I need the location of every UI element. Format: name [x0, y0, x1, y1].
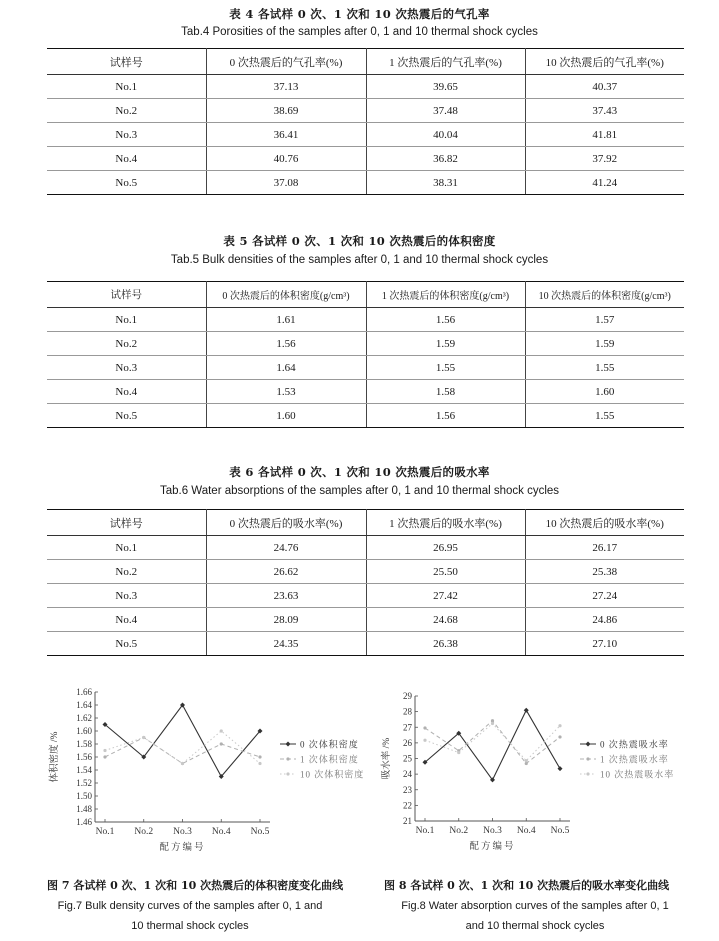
table-cell: 1.53	[206, 380, 366, 404]
table-row	[47, 608, 684, 632]
table-row	[47, 584, 684, 608]
header-cell: 1 次热震后的气孔率(%)	[366, 49, 525, 75]
table-row	[47, 356, 684, 380]
table-cell: 28.09	[206, 608, 366, 632]
legend-marker	[286, 742, 291, 747]
table-cell: 36.82	[366, 147, 525, 171]
table-4-caption-en: Tab.4 Porosities of the samples after 0, 1 and 10 thermal shock cycles	[181, 26, 538, 38]
legend-marker	[586, 742, 591, 747]
y-tick-label: 1.56	[76, 752, 92, 762]
table-cell: 23.63	[206, 584, 366, 608]
table-cell: 37.48	[366, 99, 525, 123]
y-tick-label: 1.64	[76, 700, 92, 710]
table-cell: 27.42	[366, 584, 525, 608]
table-cell: No.4	[47, 380, 206, 404]
header-cell: 0 次热震后的体积密度(g/cm³)	[206, 282, 366, 308]
table-cell: 26.62	[206, 560, 366, 584]
header-cell: 0 次热震后的气孔率(%)	[206, 49, 366, 75]
data-point	[181, 762, 184, 765]
table-cell: 1.56	[366, 404, 525, 428]
table-cell: 26.95	[366, 536, 525, 560]
water-absorption-chart	[370, 680, 710, 865]
table-row	[47, 332, 684, 356]
data-point	[423, 726, 426, 729]
table-row	[47, 404, 684, 428]
series-line-1	[105, 705, 260, 777]
table-header-row	[47, 49, 684, 75]
figure-8-caption-zh: 图 8 各试样 0 次、1 次和 10 次热震后的吸水率变化曲线	[384, 879, 670, 892]
x-tick-label: No.2	[134, 827, 154, 837]
table-cell: 40.76	[206, 147, 366, 171]
legend-label: 1 次体积密度	[300, 754, 359, 765]
y-tick-label: 21	[403, 816, 412, 826]
x-tick-label: No.3	[483, 826, 502, 836]
table-cell: No.5	[47, 404, 206, 428]
table-row	[47, 99, 684, 123]
data-point	[558, 766, 563, 771]
table-cell: 27.24	[525, 584, 684, 608]
table-cell: No.2	[47, 560, 206, 584]
legend-label: 0 次体积密度	[300, 739, 359, 750]
table-porosity	[47, 48, 684, 195]
legend-marker	[586, 772, 589, 775]
figure-8-caption-en-line-1: Fig.8 Water absorption curves of the samples after 0, 1	[401, 900, 669, 912]
table-cell: No.4	[47, 608, 206, 632]
header-cell: 10 次热震后的气孔率(%)	[525, 49, 684, 75]
legend-marker	[286, 772, 289, 775]
table-cell: No.1	[47, 75, 206, 99]
legend-label: 10 次热震吸水率	[600, 769, 675, 780]
data-point	[525, 762, 528, 765]
data-point	[525, 759, 528, 762]
figure-8-caption-en-line-2: and 10 thermal shock cycles	[465, 920, 605, 932]
table-cell: 1.56	[206, 332, 366, 356]
table-row	[47, 560, 684, 584]
legend-label: 10 次体积密度	[300, 769, 365, 780]
table-cell: 1.56	[366, 308, 525, 332]
table-cell: 40.37	[525, 75, 684, 99]
header-cell: 10 次热震后的体积密度(g/cm³)	[525, 282, 684, 308]
table-row	[47, 171, 684, 195]
table-cell: No.3	[47, 584, 206, 608]
data-point	[142, 736, 145, 739]
table-cell: 37.13	[206, 75, 366, 99]
table-cell: 38.31	[366, 171, 525, 195]
table-cell: 1.61	[206, 308, 366, 332]
table-water-absorption	[47, 509, 684, 656]
x-tick-label: No.4	[516, 826, 536, 836]
table-cell: 24.76	[206, 536, 366, 560]
y-tick-label: 1.50	[76, 791, 92, 801]
y-tick-label: 23	[403, 784, 412, 795]
table-cell: 36.41	[206, 123, 366, 147]
series-line-2	[425, 721, 560, 764]
table-cell: 26.38	[366, 632, 525, 656]
table-cell: No.4	[47, 147, 206, 171]
y-tick-label: 1.58	[76, 739, 92, 749]
table-cell: 1.55	[525, 404, 684, 428]
header-cell: 1 次热震后的吸水率(%)	[366, 510, 525, 536]
x-axis-label: 配方编号	[159, 843, 206, 853]
table-cell: No.5	[47, 632, 206, 656]
data-point	[524, 708, 529, 713]
table-cell: 26.17	[525, 536, 684, 560]
y-tick-label: 1.52	[76, 778, 92, 788]
table-cell: 37.92	[525, 147, 684, 171]
legend-label: 1 次热震吸水率	[600, 754, 669, 765]
y-tick-label: 28	[403, 706, 412, 717]
table-cell: No.3	[47, 123, 206, 147]
table-cell: 24.35	[206, 632, 366, 656]
y-tick-label: 26	[403, 737, 412, 748]
header-cell: 试样号	[47, 49, 206, 75]
bulk-density-chart	[30, 680, 370, 865]
table-cell: 37.43	[525, 99, 684, 123]
x-tick-label: No.5	[250, 827, 270, 837]
legend-marker	[286, 757, 289, 760]
x-tick-label: No.2	[449, 826, 469, 836]
table-row	[47, 123, 684, 147]
figure-7-caption-en-line-1: Fig.7 Bulk density curves of the samples after 0, 1 and	[57, 900, 323, 912]
table-row	[47, 536, 684, 560]
table-cell: 1.59	[525, 332, 684, 356]
table-header-row	[47, 282, 684, 308]
y-tick-label: 1.66	[76, 687, 92, 697]
data-point	[103, 755, 106, 758]
table-cell: 25.50	[366, 560, 525, 584]
x-tick-label: No.5	[550, 826, 570, 836]
y-tick-label: 1.48	[76, 804, 92, 814]
table-cell: No.3	[47, 356, 206, 380]
table-row	[47, 380, 684, 404]
table-cell: 1.60	[206, 404, 366, 428]
table-cell: No.1	[47, 536, 206, 560]
y-tick-label: 24	[403, 769, 412, 780]
table-cell: 27.10	[525, 632, 684, 656]
y-tick-label: 1.62	[76, 713, 92, 723]
table-bulk-density	[47, 281, 684, 428]
y-tick-label: 1.46	[76, 817, 92, 827]
table-cell: 38.69	[206, 99, 366, 123]
x-tick-label: No.1	[415, 826, 435, 836]
y-tick-label: 27	[403, 722, 412, 733]
series-line-2	[105, 738, 260, 764]
table-5-caption-zh: 表 5 各试样 0 次、1 次和 10 次热震后的体积密度	[223, 234, 496, 248]
table-row	[47, 632, 684, 656]
y-axis-label: 体积密度 /%	[50, 731, 60, 783]
y-tick-label: 29	[403, 691, 412, 701]
data-point	[258, 755, 261, 758]
data-point	[103, 749, 106, 752]
table-cell: 40.04	[366, 123, 525, 147]
figure-7-caption-zh: 图 7 各试样 0 次、1 次和 10 次热震后的体积密度变化曲线	[47, 879, 344, 892]
figure-7-caption-en	[20, 896, 360, 936]
table-cell: 1.60	[525, 380, 684, 404]
table-row	[47, 308, 684, 332]
table-cell: 1.64	[206, 356, 366, 380]
table-cell: No.2	[47, 99, 206, 123]
header-cell: 0 次热震后的吸水率(%)	[206, 510, 366, 536]
table-4-caption-zh: 表 4 各试样 0 次、1 次和 10 次热震后的气孔率	[229, 7, 490, 21]
table-cell: 37.08	[206, 171, 366, 195]
header-cell: 试样号	[47, 282, 206, 308]
legend-marker	[586, 757, 589, 760]
y-tick-label: 1.54	[76, 765, 92, 775]
header-cell: 试样号	[47, 510, 206, 536]
figure-7-caption-en-line-2: 10 thermal shock cycles	[131, 920, 249, 932]
table-cell: 24.86	[525, 608, 684, 632]
y-tick-label: 25	[403, 753, 412, 764]
table-row	[47, 75, 684, 99]
x-tick-label: No.1	[95, 827, 115, 837]
data-point	[558, 724, 561, 727]
data-point	[423, 739, 426, 742]
table-cell: 1.55	[525, 356, 684, 380]
x-tick-label: No.3	[173, 827, 192, 837]
table-cell: 1.58	[366, 380, 525, 404]
table-cell: No.2	[47, 332, 206, 356]
table-row	[47, 147, 684, 171]
table-cell: 1.59	[366, 332, 525, 356]
data-point	[491, 722, 494, 725]
legend-label: 0 次热震吸水率	[600, 739, 669, 750]
header-cell: 10 次热震后的吸水率(%)	[525, 510, 684, 536]
table-cell: 41.81	[525, 123, 684, 147]
table-6-caption-en: Tab.6 Water absorptions of the samples after 0, 1 and 10 thermal shock cycles	[159, 485, 560, 497]
table-header-row	[47, 510, 684, 536]
x-axis-label: 配方编号	[469, 842, 516, 852]
y-axis-label: 吸水率 /%	[382, 737, 392, 780]
table-cell: 1.55	[366, 356, 525, 380]
data-point	[220, 742, 223, 745]
data-point	[457, 751, 460, 754]
table-cell: 1.57	[525, 308, 684, 332]
data-point	[558, 735, 561, 738]
data-point	[258, 762, 261, 765]
header-cell: 1 次热震后的体积密度(g/cm³)	[366, 282, 525, 308]
table-cell: No.1	[47, 308, 206, 332]
table-5-caption-en: Tab.5 Bulk densities of the samples after 0, 1 and 10 thermal shock cycles	[170, 254, 549, 266]
table-cell: 39.65	[366, 75, 525, 99]
table-cell: 41.24	[525, 171, 684, 195]
figure-8-caption-en	[365, 896, 705, 936]
x-tick-label: No.4	[211, 827, 231, 837]
table-cell: No.5	[47, 171, 206, 195]
y-tick-label: 22	[403, 800, 412, 811]
table-cell: 24.68	[366, 608, 525, 632]
table-cell: 25.38	[525, 560, 684, 584]
table-6-caption-zh: 表 6 各试样 0 次、1 次和 10 次热震后的吸水率	[229, 465, 490, 479]
data-point	[491, 719, 494, 722]
y-tick-label: 1.60	[76, 726, 92, 736]
data-point	[220, 729, 223, 732]
